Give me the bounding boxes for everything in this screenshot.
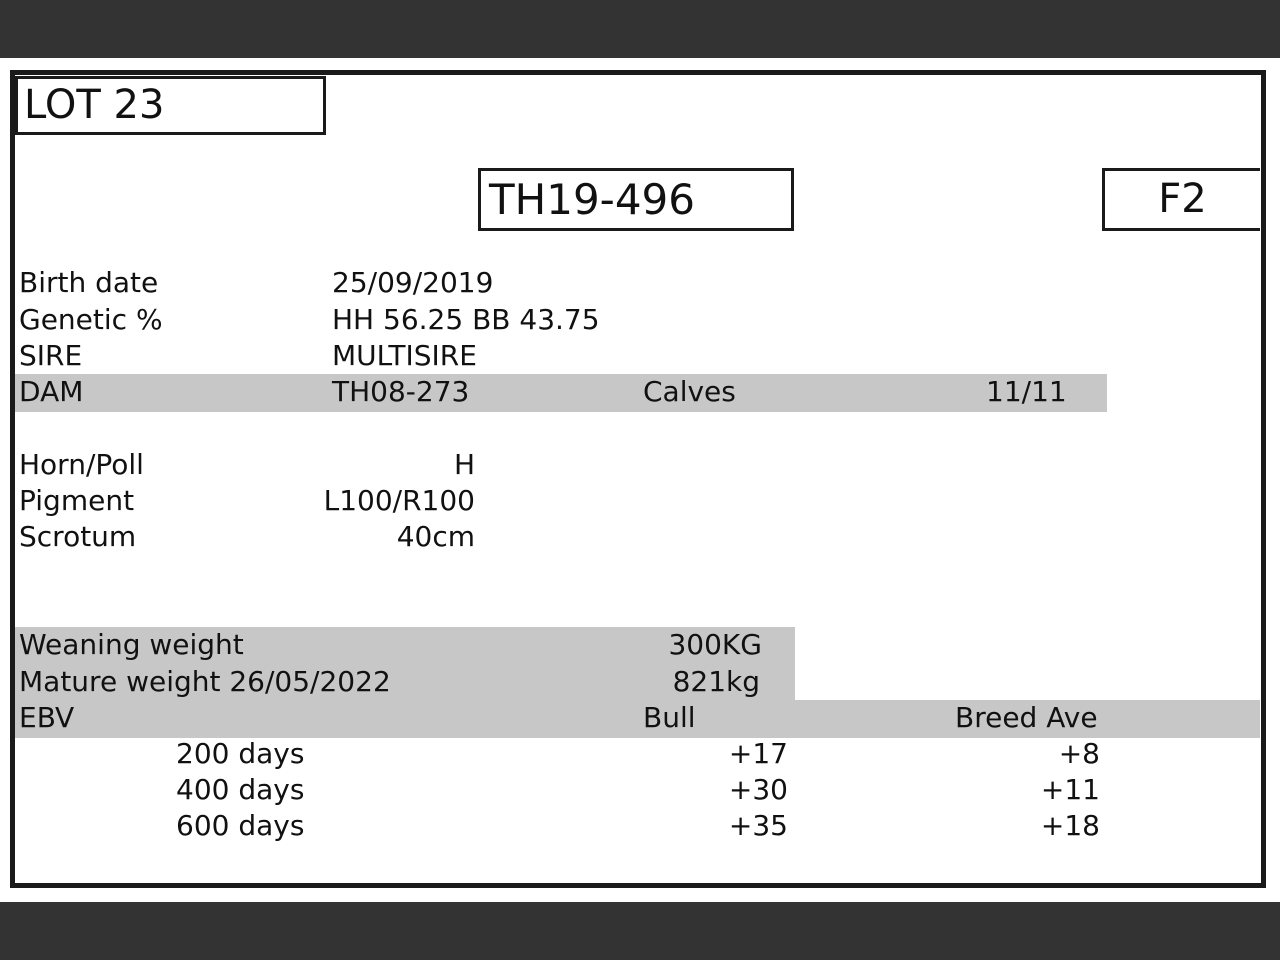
birth-date-label: Birth date <box>19 266 159 299</box>
mature-weight-value: 821kg <box>672 665 760 698</box>
ebv-row-bull: +30 <box>728 773 788 806</box>
dam-value: TH08-273 <box>332 375 470 408</box>
birth-date-value: 25/09/2019 <box>332 266 494 299</box>
ebv-bull-header: Bull <box>643 701 696 734</box>
lot-number: LOT 23 <box>15 76 326 135</box>
weaning-weight-value: 300KG <box>668 628 762 661</box>
sire-label: SIRE <box>19 339 83 372</box>
calves-label: Calves <box>643 375 736 408</box>
ebv-row-label: 600 days <box>176 809 305 842</box>
horn-poll-value: H <box>453 448 475 481</box>
pigment-value: L100/R100 <box>323 484 475 517</box>
genetic-value: HH 56.25 BB 43.75 <box>332 303 600 336</box>
ebv-breed-ave-header: Breed Ave <box>955 701 1098 734</box>
weaning-weight-label: Weaning weight <box>19 628 244 661</box>
ebv-label: EBV <box>19 701 75 734</box>
dam-label: DAM <box>19 375 84 408</box>
ebv-row-breed-ave: +8 <box>1058 737 1100 770</box>
ebv-row-bull: +17 <box>728 737 788 770</box>
ebv-row-bull: +35 <box>728 809 788 842</box>
dam-row-highlight <box>15 374 1107 412</box>
pigment-label: Pigment <box>19 484 135 517</box>
ebv-row-label: 200 days <box>176 737 305 770</box>
generation-grade: F2 <box>1102 168 1260 231</box>
ebv-row-label: 400 days <box>176 773 305 806</box>
scrotum-label: Scrotum <box>19 520 137 553</box>
ebv-row-breed-ave: +11 <box>1040 773 1100 806</box>
mature-weight-label: Mature weight 26/05/2022 <box>19 665 391 698</box>
scrotum-value: 40cm <box>396 520 475 553</box>
horn-poll-label: Horn/Poll <box>19 448 144 481</box>
animal-tag: TH19-496 <box>478 168 794 231</box>
ebv-row-breed-ave: +18 <box>1040 809 1100 842</box>
bottom-dark-band <box>0 902 1280 960</box>
sire-value: MULTISIRE <box>332 339 477 372</box>
genetic-label: Genetic % <box>19 303 163 336</box>
top-dark-band <box>0 0 1280 58</box>
calves-value: 11/11 <box>986 375 1067 408</box>
